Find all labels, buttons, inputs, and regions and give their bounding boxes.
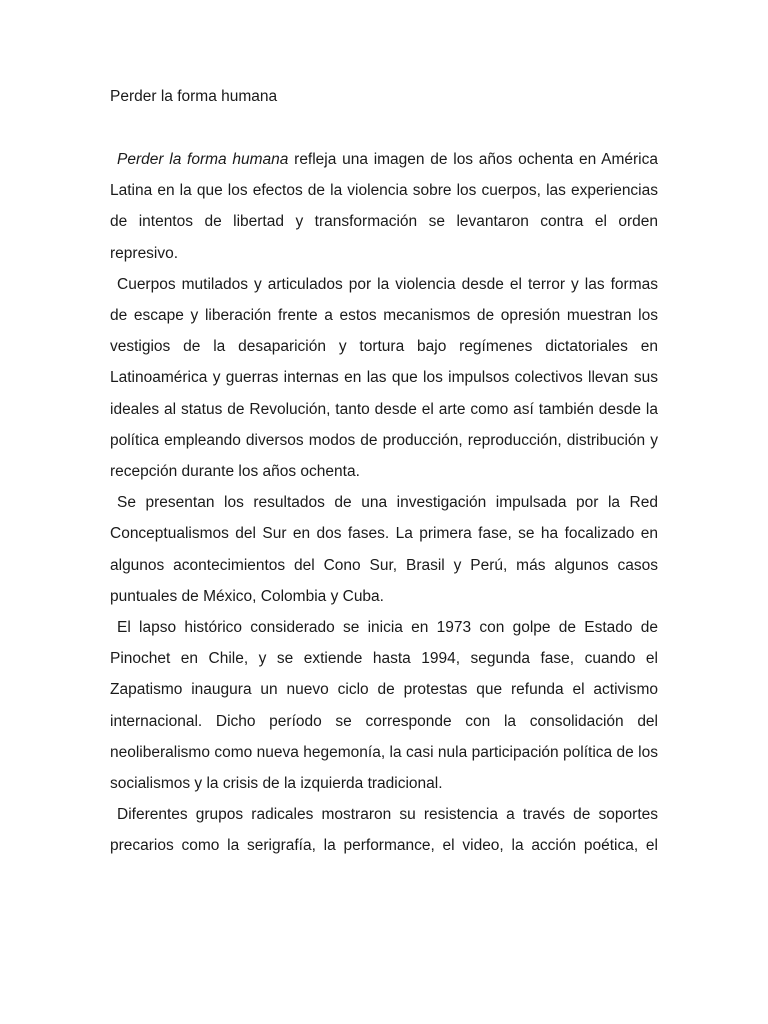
paragraph-truncated: Diferentes grupos radicales mostraron su resistencia a través de soportes precarios como la serigrafía, la performance, el video, la acción poética, el: [110, 806, 658, 855]
paragraph-intro: [110, 144, 658, 269]
paragraph: Cuerpos mutilados y articulados por la violencia desde el terror y las formas de escape y liberación frente a estos mecanismos de opresión muestran los vestigios de la desaparición y tortura bajo regímenes dictatoriales en Latinoamérica y guerras internas en las que los impulsos colectivos llevan sus ideales al status de Revolución, tanto desde el arte como así también desde la política empleando diversos modos de producción, reproducción, distribución y recepción durante los años ochenta.: [110, 275, 658, 481]
paragraph: Se presentan los resultados de una investigación impulsada por la Red Conceptualismos del Sur en dos fases. La primera fase, se ha focalizado en algunos acontecimientos del Cono Sur, Brasil y Perú, más algunos casos puntuales de México, Colombia y Cuba.: [110, 494, 658, 605]
paragraph: El lapso histórico considerado se inicia en 1973 con golpe de Estado de Pinochet en Chile, y se extiende hasta 1994, segunda fase, cuando el Zapatismo inaugura un nuevo ciclo de protestas que refunda el activismo internacional. Dicho período se corresponde con la consolidación del neoliberalismo como nueva hegemonía, la casi nula participación política de los socialismos y la crisis de la izquierda tradicional.: [110, 619, 658, 793]
document-title: Perder la forma humana: [110, 88, 278, 105]
document-body: [110, 144, 658, 862]
intro-text: refleja una imagen de los años ochenta en América Latina en la que los efectos de la violencia sobre los cuerpos, las experiencias de intentos de libertad y transformación se levantaron contra el orden represivo.: [110, 151, 658, 262]
italic-book-title: Perder la forma humana: [117, 151, 289, 168]
